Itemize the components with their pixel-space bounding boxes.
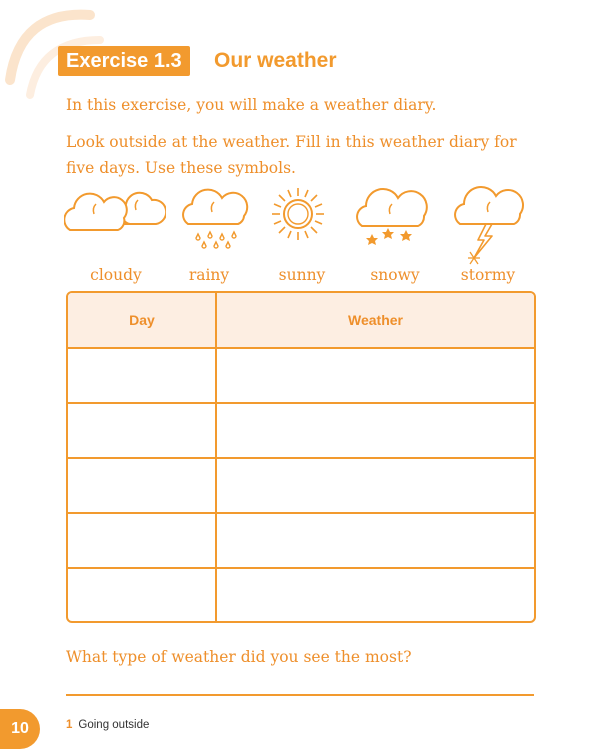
task-text: Look outside at the weather. Fill in this weather diary for five days. Use these symbols. (66, 133, 517, 177)
footer-unit (66, 719, 149, 731)
weather-cell-5[interactable] (218, 569, 532, 619)
weather-cell-1[interactable] (218, 349, 532, 401)
question-text: What type of weather did you see the most? (66, 648, 412, 666)
page-number: 10 (0, 709, 40, 749)
day-cell-1[interactable] (68, 349, 214, 401)
snowy-icon (356, 182, 430, 252)
symbol-label-stormy: stormy (460, 266, 516, 284)
symbol-label-cloudy: cloudy (90, 266, 142, 284)
sunny-icon (270, 186, 326, 242)
weather-cell-3[interactable] (218, 459, 532, 511)
rainy-icon (182, 184, 250, 250)
page-title: Our weather (214, 49, 337, 72)
column-header-weather: Weather (348, 312, 403, 328)
answer-line[interactable] (66, 694, 534, 696)
symbol-label-snowy: snowy (370, 266, 420, 284)
day-cell-3[interactable] (68, 459, 214, 511)
day-cell-5[interactable] (68, 569, 214, 619)
symbol-label-rainy: rainy (188, 266, 230, 284)
column-header-day: Day (129, 312, 155, 328)
weather-cell-2[interactable] (218, 404, 532, 456)
day-cell-2[interactable] (68, 404, 214, 456)
stormy-icon (454, 182, 526, 268)
symbol-label-sunny: sunny (278, 266, 326, 284)
unit-title: Going outside (78, 719, 150, 731)
day-cell-4[interactable] (68, 514, 214, 566)
exercise-badge: Exercise 1.3 (58, 46, 190, 76)
intro-text: In this exercise, you will make a weather diary. (66, 96, 437, 114)
weather-diary-table (66, 291, 536, 623)
unit-number: 1 (66, 719, 73, 731)
weather-cell-4[interactable] (218, 514, 532, 566)
cloudy-icon (64, 180, 166, 236)
